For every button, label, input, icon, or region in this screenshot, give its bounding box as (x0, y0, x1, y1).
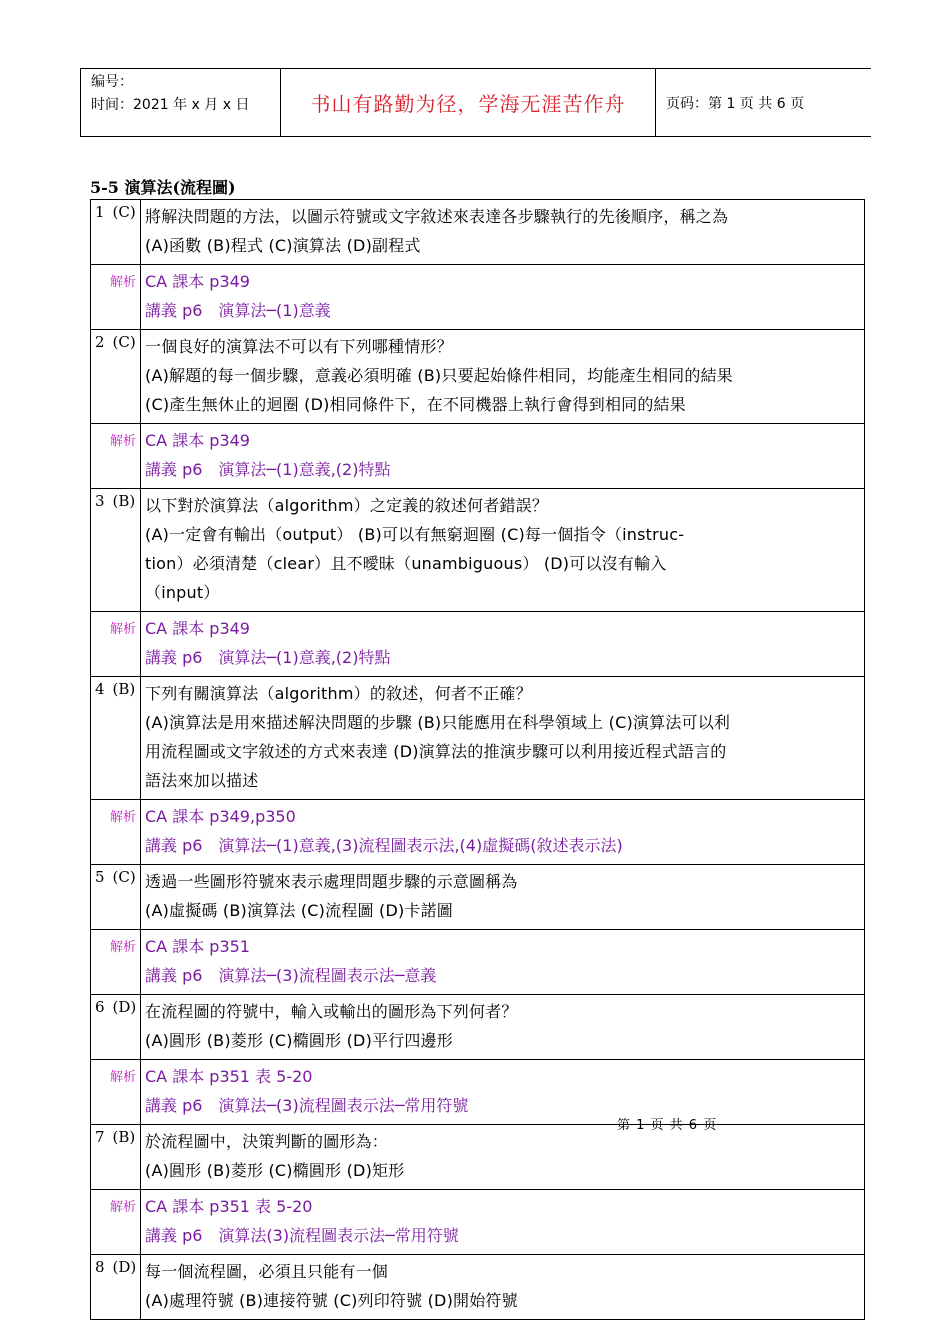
analysis-row (91, 930, 865, 995)
question-row (91, 865, 865, 930)
analysis-row (91, 1060, 865, 1125)
question-line: （input） (145, 583, 220, 602)
question-line: 語法來加以描述 (145, 771, 259, 790)
question-line: (C)產生無休止的迴圈 (D)相同條件下，在不同機器上執行會得到相同的結果 (145, 395, 686, 414)
question-table (90, 199, 865, 1320)
analysis-label: 解析 (91, 265, 141, 330)
analysis-text-cell (141, 612, 865, 677)
question-number-cell (91, 489, 141, 612)
question-line: (A)處理符號 (B)連接符號 (C)列印符號 (D)開始符號 (145, 1291, 518, 1310)
question-row (91, 1255, 865, 1320)
question-line: (A)圓形 (B)菱形 (C)橢圓形 (D)矩形 (145, 1161, 405, 1180)
analysis-text-cell (141, 800, 865, 865)
analysis-line: 講義 p6 演算法─(1)意義 (145, 301, 331, 320)
question-number: 7 (95, 1128, 105, 1146)
question-number: 8 (95, 1258, 105, 1276)
analysis-label: 解析 (91, 930, 141, 995)
analysis-line: 講義 p6 演算法─(3)流程圖表示法─意義 (145, 966, 437, 985)
question-line: 透過一些圖形符號來表示處理問題步驟的示意圖稱為 (145, 872, 518, 891)
question-number-cell (91, 865, 141, 930)
analysis-line: CA 課本 p349 (145, 619, 250, 638)
question-row (91, 995, 865, 1060)
question-number: 4 (95, 680, 105, 698)
analysis-text-cell (141, 265, 865, 330)
question-answer: (B) (112, 680, 136, 698)
analysis-row (91, 1190, 865, 1255)
question-line: 在流程圖的符號中，輸入或輸出的圖形為下列何者？ (145, 1002, 518, 1021)
header-page-info: 页码：第 1 页 共 6 页 (666, 95, 805, 112)
analysis-row (91, 612, 865, 677)
analysis-line: CA 課本 p349 (145, 431, 250, 450)
question-text-cell (141, 677, 865, 800)
analysis-text-cell (141, 1060, 865, 1125)
question-row (91, 1125, 865, 1190)
analysis-line: CA 課本 p349 (145, 272, 250, 291)
section-title: 5-5 演算法(流程圖) (90, 178, 236, 197)
header-motto: 书山有路勤为径，学海无涯苦作舟 (281, 69, 656, 136)
question-number-cell (91, 1125, 141, 1190)
question-text-cell (141, 330, 865, 424)
question-text-cell (141, 489, 865, 612)
question-line: 用流程圖或文字敘述的方式來表達 (D)演算法的推演步驟可以利用接近程式語言的 (145, 742, 727, 761)
question-line: (A)虛擬碼 (B)演算法 (C)流程圖 (D)卡諾圖 (145, 901, 454, 920)
page-footer: 第 1 页 共 6 页 (617, 1118, 718, 1133)
question-line: 將解決問題的方法，以圖示符號或文字敘述來表達各步驟執行的先後順序，稱之為 (145, 207, 729, 226)
analysis-line: 講義 p6 演算法─(1)意義,(2)特點 (145, 648, 391, 667)
analysis-row (91, 265, 865, 330)
analysis-line: CA 課本 p351 (145, 937, 250, 956)
analysis-text-cell (141, 1190, 865, 1255)
question-number: 6 (95, 998, 105, 1016)
question-line: 以下對於演算法（algorithm）之定義的敘述何者錯誤？ (145, 496, 549, 515)
analysis-label: 解析 (91, 800, 141, 865)
question-number: 3 (95, 492, 105, 510)
question-answer: (D) (112, 998, 137, 1016)
question-line: 每一個流程圖，必須且只能有一個 (145, 1262, 389, 1281)
analysis-line: 講義 p6 演算法─(3)流程圖表示法─常用符號 (145, 1096, 469, 1115)
analysis-line: CA 課本 p351 表 5-20 (145, 1067, 313, 1086)
question-text-cell (141, 200, 865, 265)
analysis-label: 解析 (91, 1190, 141, 1255)
question-line: (A)一定會有輸出（output） (B)可以有無窮迴圈 (C)每一個指令（instruc- (145, 525, 685, 544)
question-answer: (D) (112, 1258, 137, 1276)
question-line: tion）必須清楚（clear）且不曖昧（unambiguous） (D)可以沒有輸入 (145, 554, 667, 573)
question-line: (A)函數 (B)程式 (C)演算法 (D)副程式 (145, 236, 421, 255)
question-line: (A)圓形 (B)菱形 (C)橢圓形 (D)平行四邊形 (145, 1031, 454, 1050)
analysis-line: CA 課本 p349,p350 (145, 807, 296, 826)
question-number-cell (91, 200, 141, 265)
document-header (80, 68, 871, 137)
question-text-cell (141, 865, 865, 930)
question-answer: (C) (112, 203, 136, 221)
analysis-line: 講義 p6 演算法─(1)意義,(2)特點 (145, 460, 391, 479)
question-number-cell (91, 677, 141, 800)
analysis-line: 講義 p6 演算法(3)流程圖表示法─常用符號 (145, 1226, 459, 1245)
question-line: (A)演算法是用來描述解決問題的步驟 (B)只能應用在科學領域上 (C)演算法可以利 (145, 713, 731, 732)
question-answer: (C) (112, 868, 136, 886)
analysis-line: 講義 p6 演算法─(1)意義,(3)流程圖表示法,(4)虛擬碼(敘述表示法) (145, 836, 623, 855)
question-number: 5 (95, 868, 105, 886)
question-number: 1 (95, 203, 105, 221)
question-row (91, 200, 865, 265)
question-answer: (B) (112, 492, 136, 510)
date-label: 时间：2021 年 x 月 x 日 (91, 97, 250, 113)
question-text-cell (141, 1125, 865, 1190)
analysis-row (91, 800, 865, 865)
question-line: 一個良好的演算法不可以有下列哪種情形？ (145, 337, 453, 356)
question-row (91, 489, 865, 612)
question-number-cell (91, 995, 141, 1060)
question-text-cell (141, 1255, 865, 1320)
analysis-text-cell (141, 930, 865, 995)
question-answer: (C) (112, 333, 136, 351)
question-line: 於流程圖中，決策判斷的圖形為： (145, 1132, 389, 1151)
header-meta (81, 69, 281, 136)
analysis-row (91, 424, 865, 489)
analysis-label: 解析 (91, 1060, 141, 1125)
question-answer: (B) (112, 1128, 136, 1146)
question-row (91, 330, 865, 424)
analysis-label: 解析 (91, 424, 141, 489)
question-number-cell (91, 330, 141, 424)
serial-label: 编号： (91, 74, 133, 90)
question-number: 2 (95, 333, 105, 351)
question-row (91, 677, 865, 800)
analysis-text-cell (141, 424, 865, 489)
question-number-cell (91, 1255, 141, 1320)
question-text-cell (141, 995, 865, 1060)
analysis-label: 解析 (91, 612, 141, 677)
question-line: 下列有關演算法（algorithm）的敘述，何者不正確？ (145, 684, 532, 703)
question-line: (A)解題的每一個步驟，意義必須明確 (B)只要起始條件相同，均能產生相同的結果 (145, 366, 733, 385)
analysis-line: CA 課本 p351 表 5-20 (145, 1197, 313, 1216)
